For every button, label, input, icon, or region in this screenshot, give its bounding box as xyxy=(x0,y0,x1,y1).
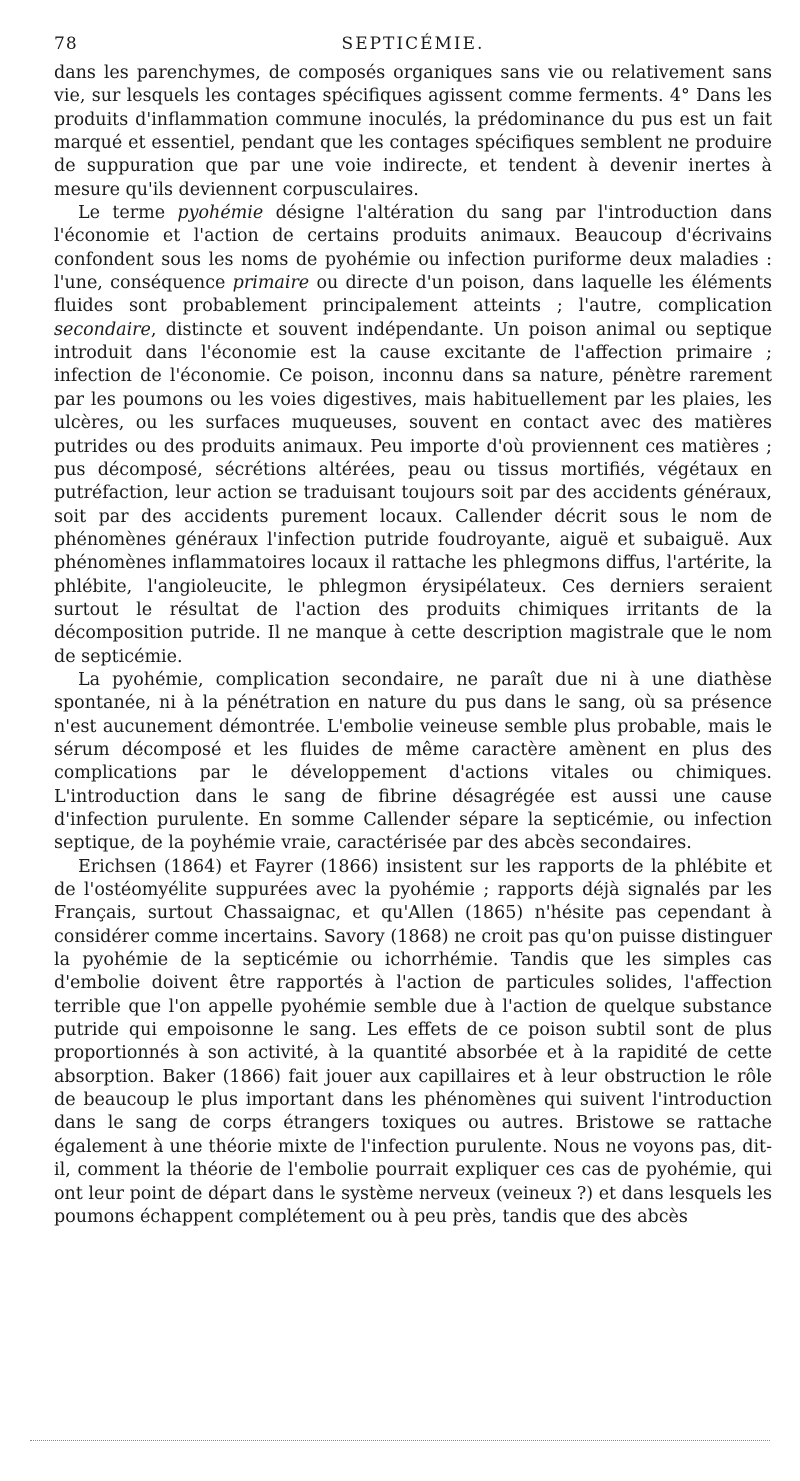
page-header xyxy=(54,28,772,62)
italic-term: primaire xyxy=(232,273,310,294)
text-segment: La pyohémie, complication secondaire, ne paraît due ni à une diathèse spontanée, ni à la pénétration en nature du pus dans le sang, où sa présence n'est aucunement démontrée. L'embolie veineuse semble plus probable, mais le sérum décomposé et les fluides de même caractère amènent en plus des complications par le développement d'actions vitales ou chimiques. L'introduction dans le sang de fibrine désagrégée est aussi une cause d'infection purulente. En somme Callender sépare la septicémie, ou infection septique, de la poyhémie vraie, caractérisée par des abcès secondaires. xyxy=(54,669,772,854)
body-text xyxy=(54,62,772,1229)
page-number: 78 xyxy=(54,34,78,54)
running-title: SEPTICÉMIE. xyxy=(341,34,485,54)
text-segment: Erichsen (1864) et Fayrer (1866) insistent sur les rapports de la phlébite et de l'ostéomyélite suppurées avec la pyohémie ; rapports déjà signalés par les Français, surtout Chassaignac, et qu'Allen (1865) n'hésite pas cependant à considérer comme incertains. Savory (1868) ne croit pas qu'on puisse distinguer la pyohémie de la septicémie ou ichorrhémie. Tandis que les simples cas d'embolie doivent être rapportés à l'action de particules solides, l'affection terrible que l'on appelle pyohémie semble due à l'action de quelque substance putride qui empoisonne le sang. Les effets de ce poison subtil sont de plus proportionnés à son activité, à la quantité absorbée et à la rapidité de cette absorption. Baker (1866) fait jouer aux capillaires et à leur obstruction le rôle de beaucoup le plus important dans les phénomènes qui suivent l'introduction dans le sang de corps étrangers toxiques ou autres. Bristowe se rattache également à une théorie mixte de l'infection purulente. Nous ne voyons pas, dit-il, comment la théorie de l'embolie pourrait expliquer ces cas de pyohémie, qui ont leur point de départ dans le système nerveux (veineux ?) et dans lesquels les poumons échappent complétement ou à peu près, tandis que des abcès xyxy=(54,856,772,1227)
paragraph xyxy=(54,669,772,856)
text-segment: dans les parenchymes, de composés organiques sans vie ou relativement sans vie, sur lesquels les contages spécifiques agissent comme ferments. 4° Dans les produits d'inflammation commune inoculés, la prédominance du pus est un fait marqué et essentiel, pendant que les contages spécifiques semblent ne produire de suppuration que par une voie indirecte, et tendent à devenir inertes à mesure qu'ils deviennent corpusculaires. xyxy=(54,63,772,200)
paragraph xyxy=(54,202,772,669)
text-segment: , distincte et souvent indépendante. Un poison animal ou septique introduit dans l'économie est la cause excitante de l'affection primaire ; infection de l'économie. Ce poison, inconnu dans sa nature, pénètre rarement par les poumons ou les voies digestives, mais habituellement par les plaies, les ulcères, ou les surfaces muqueuses, souvent en contact avec des matières putrides ou des produits animaux. Peu importe d'où proviennent ces matières ; pus décomposé, sécrétions altérées, peau ou tissus mortifiés, végétaux en putréfaction, leur action se traduisant toujours soit par des accidents généraux, soit par des accidents purement locaux. Callender décrit sous le nom de phénomènes généraux l'infection putride foudroyante, aiguë et subaiguë. Aux phénomènes inflammatoires locaux il rattache les phlegmons diffus, l'artérite, la phlébite, l'angioleucite, le phlegmon érysipélateux. Ces derniers seraient surtout le résultat de l'action des produits chimiques irritants de la décomposition putride. Il ne manque à cette description magistrale que le nom de septicémie. xyxy=(54,319,772,667)
paragraph xyxy=(54,856,772,1230)
text-segment: ou directe d'un poison, dans laquelle les éléments fluides sont probablement principalement atteints ; l'autre, complication xyxy=(54,273,772,317)
text-segment: Le terme xyxy=(78,203,178,224)
italic-term: pyohémie xyxy=(177,203,264,224)
footer-dotted-rule xyxy=(30,1440,770,1441)
text-segment: désigne l'altération du sang par l'introduction dans l'économie et l'action de certains produits animaux. Beaucoup d'écrivains confondent sous les noms de pyohémie ou infection puriforme deux maladies : l'une, conséquence xyxy=(54,203,772,294)
italic-term: secondaire xyxy=(54,319,151,340)
paragraph xyxy=(54,62,772,202)
